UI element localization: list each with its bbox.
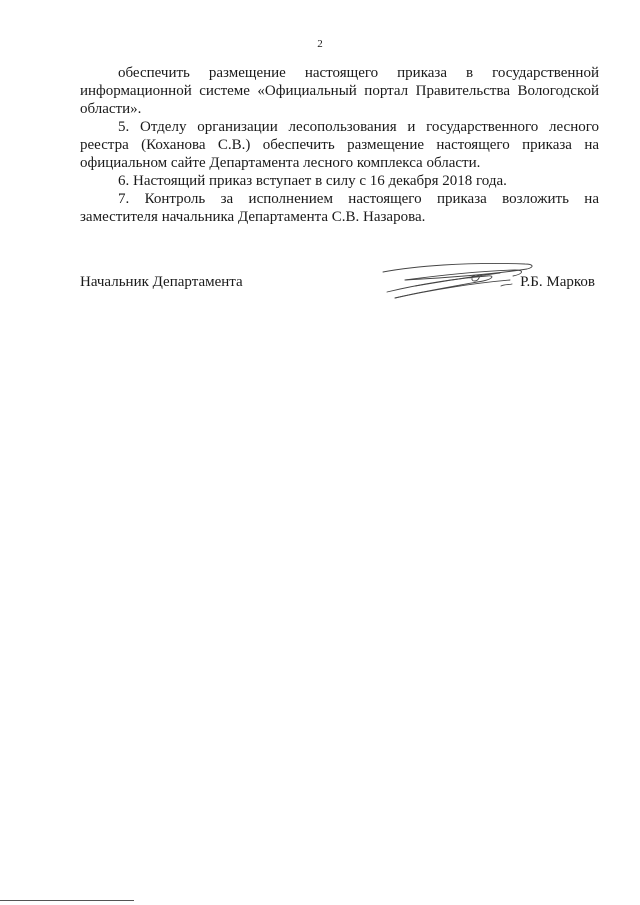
footnote-divider — [0, 900, 134, 901]
paragraph: 6. Настоящий приказ вступает в силу с 16 декабря 2018 года. — [118, 173, 507, 189]
paragraph: 5. Отделу организации лесопользования и государственного лесного реестра (Коханова С.В.) обеспечить размещение настоящего приказа на официальном сайте Департамента лесного комплекса области. — [80, 119, 599, 171]
document-body — [80, 64, 599, 226]
signature-block — [80, 274, 599, 314]
signer-name: Р.Б. Марков — [520, 274, 595, 290]
page-number: 2 — [317, 38, 323, 50]
paragraph: 7. Контроль за исполнением настоящего приказа возложить на заместителя начальника Департамента С.В. Назарова. — [80, 191, 599, 225]
paragraph: обеспечить размещение настоящего приказа в государственной информационной системе «Официальный портал Правительства Вологодской области». — [80, 65, 599, 117]
signer-title: Начальник Департамента — [80, 274, 243, 290]
